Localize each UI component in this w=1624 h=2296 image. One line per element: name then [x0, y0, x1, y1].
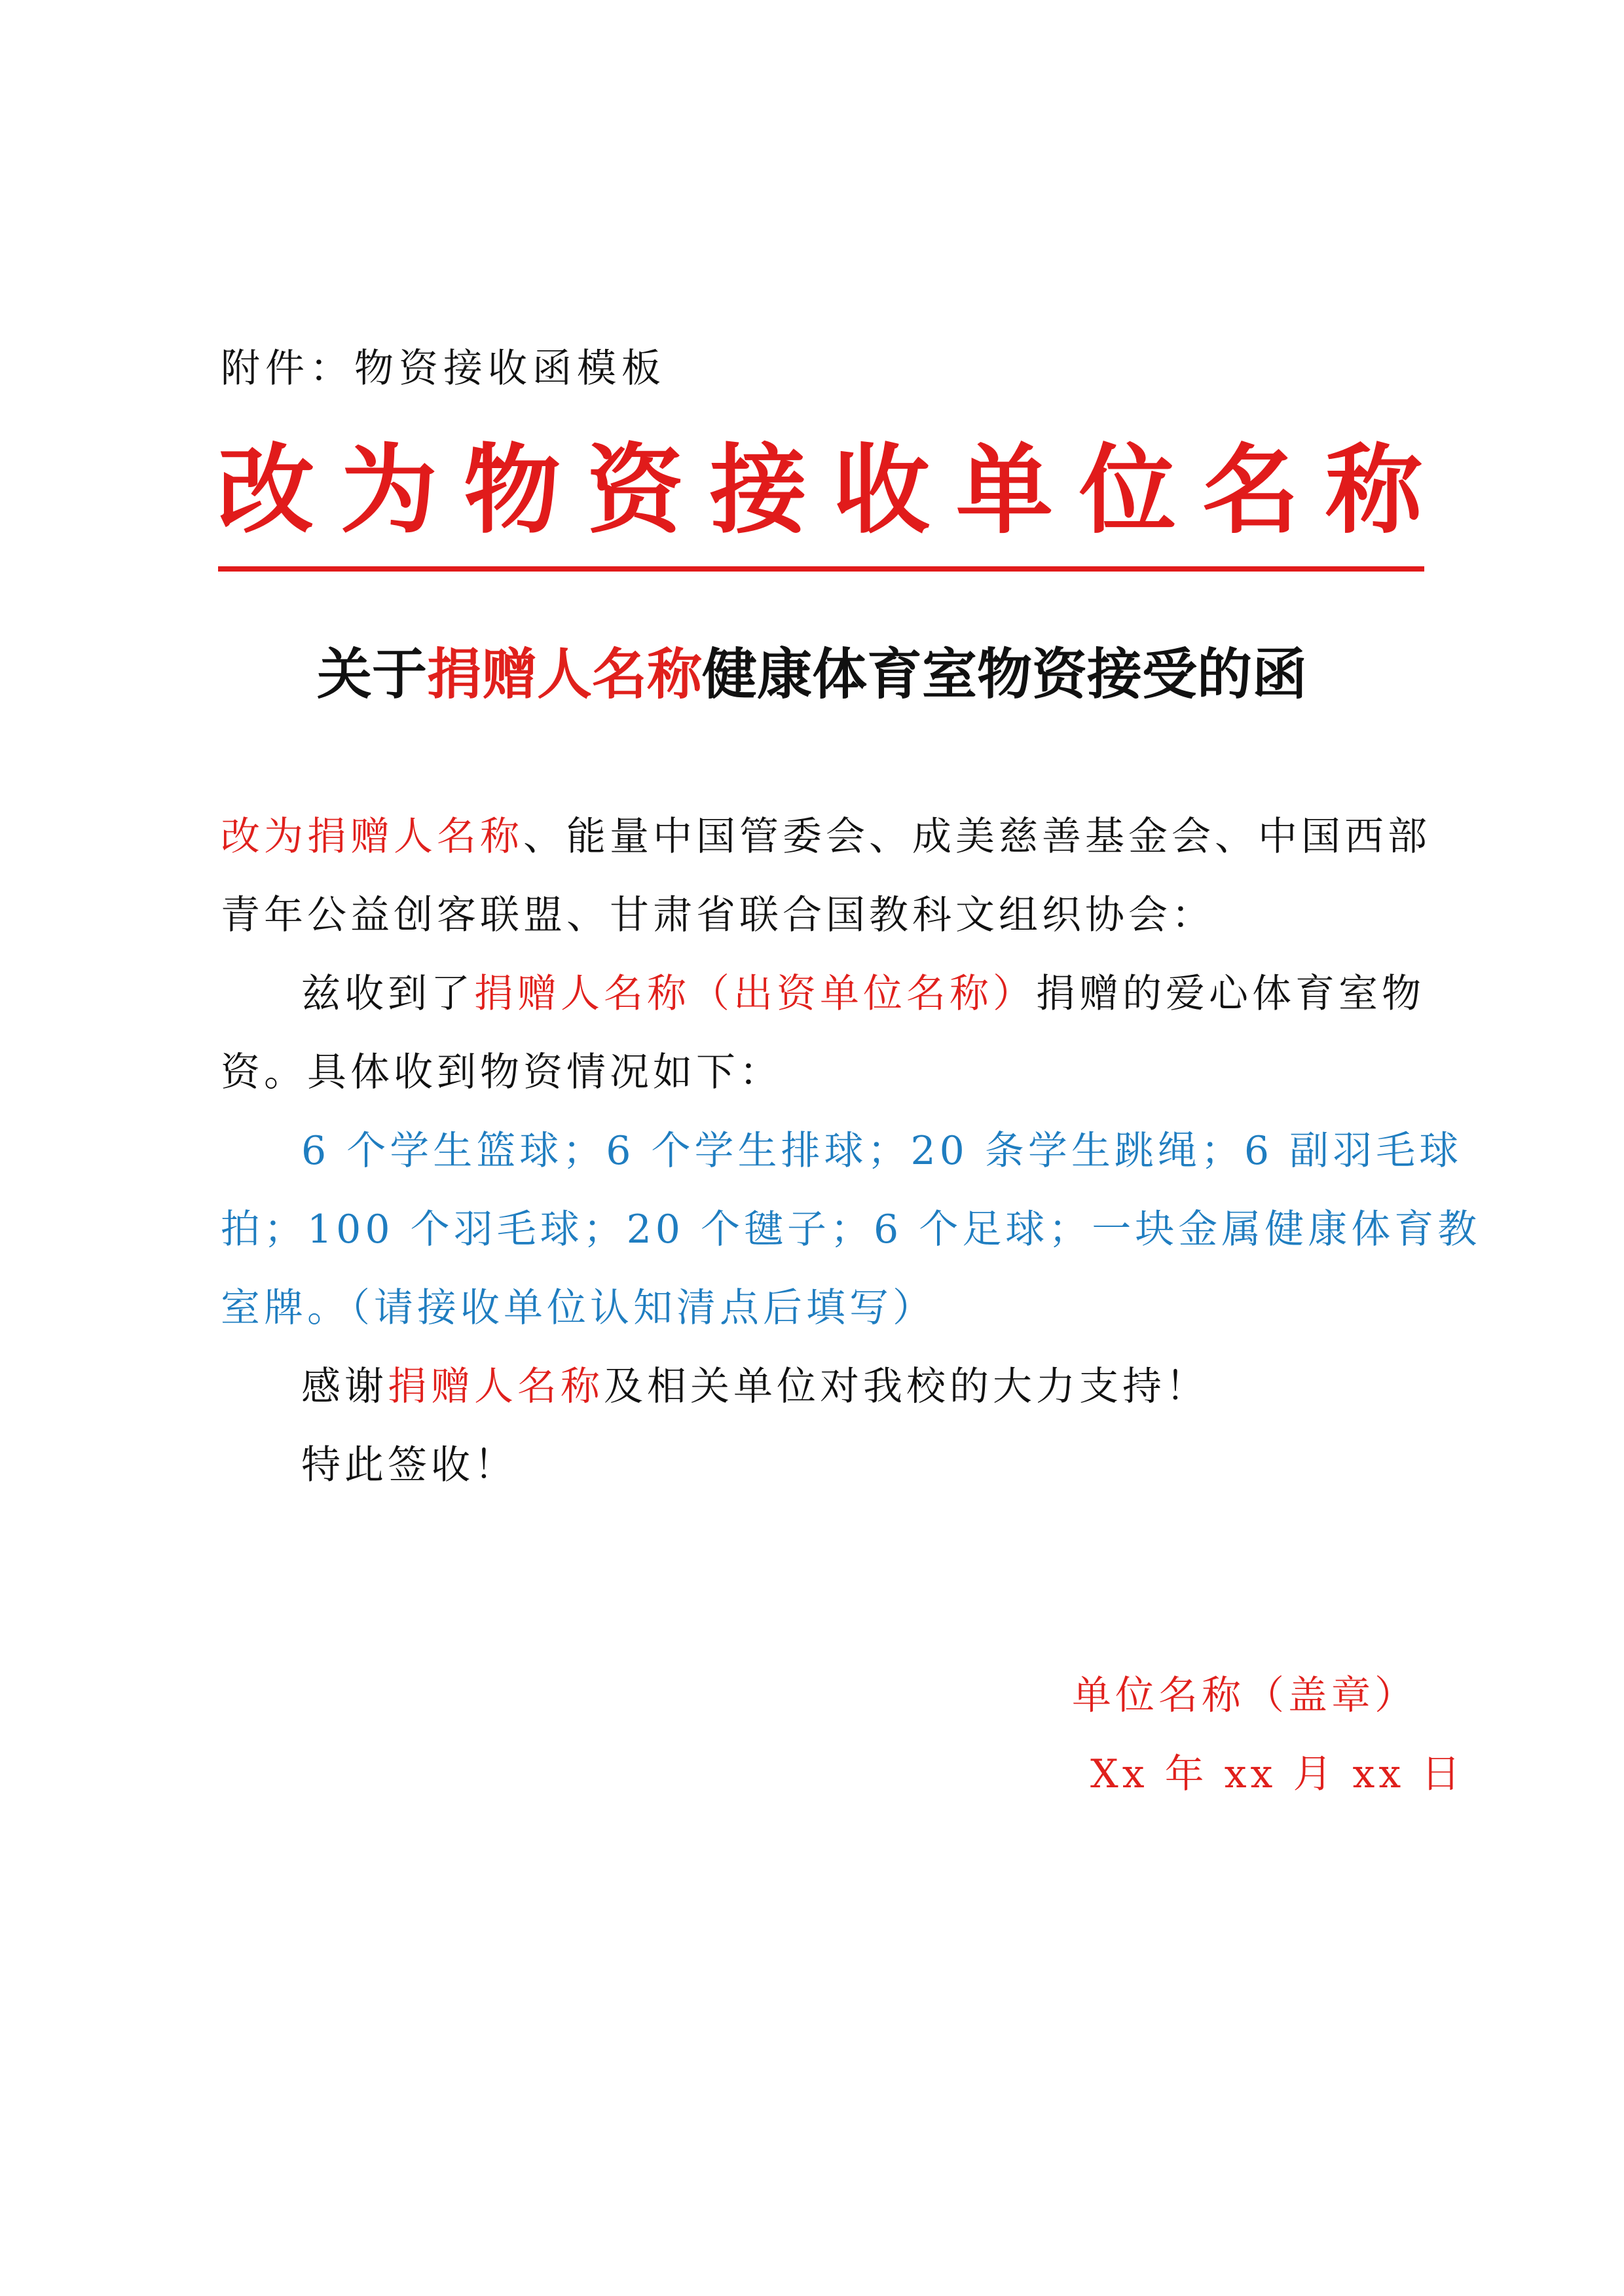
addressee-line-2: 青年公益创客联盟、甘肃省联合国教科文组织协会： [221, 892, 1215, 938]
org-title-char: 收 [833, 433, 930, 547]
org-title-char: 改 [217, 433, 314, 547]
doc-title-suffix: 健康体育室物资接受的函 [702, 642, 1308, 706]
items-line-2: 拍；100 个羽毛球；20 个毽子；6 个足球；一块金属健康体育教 [221, 1207, 1481, 1252]
org-title-char: 称 [1325, 433, 1422, 547]
org-title-char: 位 [1079, 433, 1176, 547]
thanks-donor: 捐赠人名称 [388, 1364, 604, 1410]
red-divider [218, 566, 1424, 572]
receipt-lead: 兹收到了 [301, 971, 474, 1017]
thanks-lead: 感谢 [301, 1364, 388, 1410]
thanks-line [301, 1347, 1209, 1426]
doc-title-donor: 捐赠人名称 [426, 642, 702, 706]
signature-unit: 单位名称（盖章） [1072, 1673, 1418, 1719]
signature-date: Xx 年 xx 月 xx 日 [1090, 1751, 1465, 1797]
receipt-line-2: 资。具体收到物资情况如下： [221, 1049, 783, 1095]
closing-line: 特此签收！ [301, 1442, 517, 1488]
receipt-tail: 捐赠的爱心体育室物 [1036, 971, 1425, 1017]
receipt-line-1 [301, 955, 1425, 1033]
items-line-3: 室牌。（请接收单位认知清点后填写） [221, 1285, 936, 1331]
addressee-donor: 改为捐赠人名称 [221, 814, 523, 860]
org-title-char: 资 [587, 433, 684, 547]
doc-title-prefix: 关于 [316, 642, 427, 706]
org-title [217, 431, 1422, 549]
thanks-tail: 及相关单位对我校的大力支持！ [604, 1364, 1209, 1410]
items-line-1: 6 个学生篮球；6 个学生排球；20 条学生跳绳；6 副羽毛球 [301, 1128, 1463, 1174]
attachment-label: 附件：物资接收函模板 [221, 346, 666, 392]
org-title-char: 接 [710, 433, 807, 547]
addressee-line-1 [221, 797, 1431, 876]
document-title [196, 635, 1428, 714]
receipt-donor: 捐赠人名称（出资单位名称） [474, 971, 1036, 1017]
org-title-char: 为 [341, 433, 437, 547]
org-title-char: 单 [956, 433, 1053, 547]
org-title-char: 名 [1202, 433, 1299, 547]
org-title-char: 物 [464, 433, 561, 547]
addressee-rest: 、能量中国管委会、成美慈善基金会、中国西部 [523, 814, 1431, 860]
